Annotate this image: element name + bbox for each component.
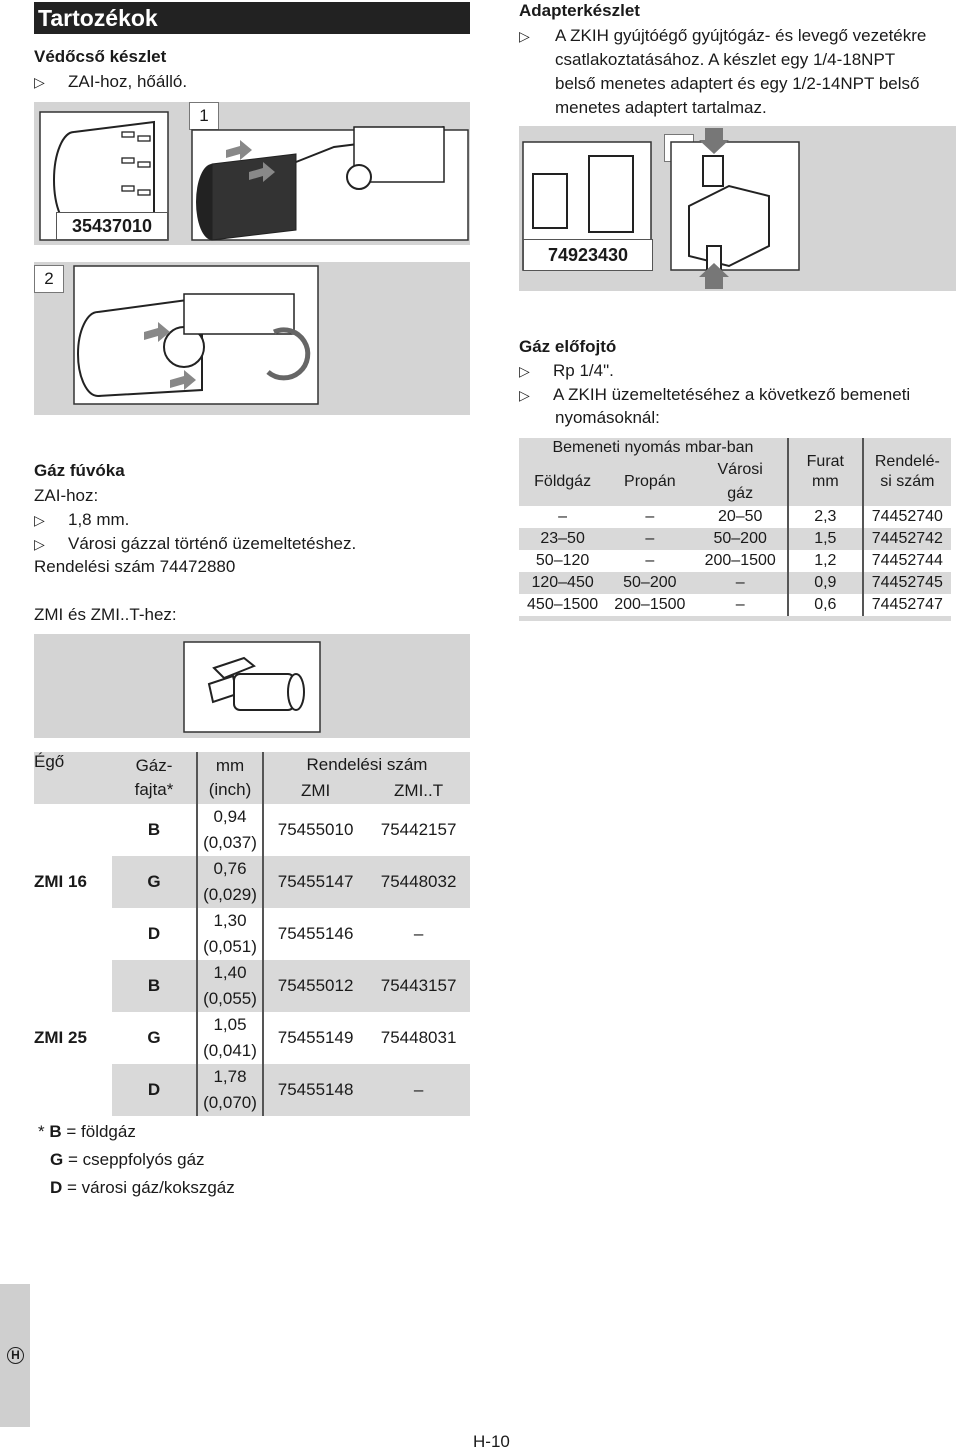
elofojto-bullet-1: ▷ Rp 1/4". xyxy=(519,361,614,380)
order-zmi: 75455147 xyxy=(263,856,367,908)
gas-type: D xyxy=(112,908,197,960)
cell-propan: 200–1500 xyxy=(606,594,693,619)
legend-g: G = cseppfolyós gáz xyxy=(50,1150,205,1169)
cell-furat: 0,9 xyxy=(788,572,863,594)
nozzle-size: 0,94 (0,037) xyxy=(197,804,263,856)
adapter-figure xyxy=(519,126,956,291)
cell-foldgaz: 450–1500 xyxy=(519,594,606,619)
tube-assembly-illustration xyxy=(34,262,470,415)
gas-type: D xyxy=(112,1064,197,1116)
gas-type: G xyxy=(112,1012,197,1064)
order-zmi: 75455012 xyxy=(263,960,367,1012)
adapter-line: csatlakoztatásához. A készlet egy 1/4-18NPT xyxy=(555,50,896,69)
nozzle-table xyxy=(34,752,470,1116)
fuvoka-line1: ZAI-hoz: xyxy=(34,486,99,505)
vedocso-figure-2 xyxy=(34,262,470,415)
col-header-furat: Furat mm xyxy=(788,438,863,506)
bullet-icon: ▷ xyxy=(519,387,530,403)
elofojto-bullet-2: ▷ A ZKIH üzemeltetéséhez a következő bemeneti xyxy=(519,385,911,404)
nozzle-size: 1,78 (0,070) xyxy=(197,1064,263,1116)
fuvoka-zmi: ZMI és ZMI..T-hez: xyxy=(34,605,177,624)
nozzle-size: 1,30 (0,051) xyxy=(197,908,263,960)
order-zmi: 75455148 xyxy=(263,1064,367,1116)
cell-varosi: – xyxy=(693,572,788,594)
order-zmit: 75443157 xyxy=(367,960,470,1012)
vedocso-bullet: ▷ ZAI-hoz, hőálló. xyxy=(34,72,188,91)
adapter-line: A ZKIH gyújtóégő gyújtógáz- és levegő vezetékre xyxy=(555,26,927,45)
col-header-rendelesi: Rendelési szám xyxy=(263,752,470,778)
bullet-icon: ▷ xyxy=(34,512,45,528)
col-group-header: Bemeneti nyomás mbar-ban xyxy=(519,438,788,458)
adapter-line: menetes adaptert tartalmaz. xyxy=(555,98,767,117)
legend-b: * B = földgáz xyxy=(38,1122,136,1141)
bullet-icon: ▷ xyxy=(34,74,45,90)
nozzle-illustration xyxy=(34,634,470,738)
bullet-icon: ▷ xyxy=(519,363,530,379)
bullet-icon: ▷ xyxy=(34,536,45,552)
order-zmi: 75455010 xyxy=(277,820,354,839)
cell-furat: 2,3 xyxy=(788,506,863,528)
cell-propan: 50–200 xyxy=(606,572,693,594)
col-header-gazfajta: Gáz- fajta* xyxy=(112,752,197,804)
language-badge: H xyxy=(7,1347,24,1364)
adapter-bullet xyxy=(519,24,959,120)
col-header-mm: mm (inch) xyxy=(197,752,263,804)
cell-propan: – xyxy=(606,528,693,550)
col-header-rendelesi: Rendelé- si szám xyxy=(863,438,951,506)
cell-foldgaz: 23–50 xyxy=(519,528,606,550)
cell-varosi: 200–1500 xyxy=(693,550,788,572)
adapter-heading: Adapterkészlet xyxy=(519,1,640,20)
order-zmit: – xyxy=(413,924,424,943)
order-zmit: – xyxy=(367,1064,470,1116)
burner-zmi25: ZMI 25 xyxy=(34,960,112,1116)
figure-number-badge: 1 xyxy=(189,102,219,130)
order-zmi: 75455146 xyxy=(277,924,354,943)
col-header-propan: Propán xyxy=(606,458,693,506)
nozzle-size: 1,40 (0,055) xyxy=(197,960,263,1012)
cell-furat: 1,5 xyxy=(788,528,863,550)
cell-rendelesi: 74452747 xyxy=(863,594,951,619)
legend-d: D = városi gáz/kokszgáz xyxy=(50,1178,235,1197)
adapter-line: belső menetes adaptert és egy 1/2-14NPT belső xyxy=(555,74,920,93)
cell-furat: 1,2 xyxy=(788,550,863,572)
order-zmi: 75455149 xyxy=(277,1028,354,1047)
vedocso-figure-1 xyxy=(34,102,470,245)
cell-foldgaz: 120–450 xyxy=(519,572,606,594)
fuvoka-order: Rendelési szám 74472880 xyxy=(34,557,236,576)
fuvoka-bullet-1: ▷ 1,8 mm. xyxy=(34,510,130,529)
order-zmit: 75448031 xyxy=(380,1028,457,1047)
cell-varosi: – xyxy=(693,594,788,619)
nozzle-figure xyxy=(34,634,470,738)
col-header-varosi: Városi xyxy=(693,458,788,482)
vedocso-heading: Védőcső készlet xyxy=(34,47,167,66)
pressure-table xyxy=(519,438,951,621)
order-code-35437010: 35437010 xyxy=(56,212,168,240)
cell-propan: – xyxy=(645,552,655,569)
col-header-varosi-gaz: gáz xyxy=(693,482,788,506)
nozzle-size: 1,05 (0,041) xyxy=(197,1012,263,1064)
fuvoka-heading: Gáz fúvóka xyxy=(34,461,125,480)
figure-number-badge: 2 xyxy=(34,265,64,293)
gas-type: B xyxy=(112,804,197,856)
fuvoka-bullet-2: ▷ Városi gázzal történő üzemeltetéshez. xyxy=(34,534,357,553)
cell-varosi: 50–200 xyxy=(693,528,788,550)
col-header-zmit: ZMI..T xyxy=(367,778,470,804)
cell-rendelesi: 74452742 xyxy=(863,528,951,550)
gas-type: G xyxy=(112,856,197,908)
burner-zmi16: ZMI 16 xyxy=(34,872,87,891)
cell-varosi: 20–50 xyxy=(693,506,788,528)
order-zmit: 75442157 xyxy=(380,820,457,839)
page-number: H-10 xyxy=(473,1432,510,1451)
nozzle-size: 0,76 (0,029) xyxy=(197,856,263,908)
gas-type: B xyxy=(112,960,197,1012)
cell-foldgaz: 50–120 xyxy=(535,552,590,569)
cell-foldgaz: – xyxy=(558,508,568,525)
col-header-zmi: ZMI xyxy=(263,778,367,804)
bullet-icon: ▷ xyxy=(519,28,530,44)
elofojto-bullet-2-cont: nyomásoknál: xyxy=(555,408,660,427)
elofojto-heading: Gáz előfojtó xyxy=(519,337,617,356)
order-code-74923430: 74923430 xyxy=(523,239,653,271)
cell-rendelesi: 74452740 xyxy=(871,508,943,525)
cell-rendelesi: 74452744 xyxy=(871,552,943,569)
col-header-foldgaz: Földgáz xyxy=(519,458,606,506)
cell-rendelesi: 74452745 xyxy=(863,572,951,594)
cell-propan: – xyxy=(645,508,655,525)
section-title: Tartozékok xyxy=(34,2,470,34)
col-header-ego: Égő xyxy=(34,752,112,804)
cell-furat: 0,6 xyxy=(788,594,863,619)
order-zmit: 75448032 xyxy=(367,856,470,908)
